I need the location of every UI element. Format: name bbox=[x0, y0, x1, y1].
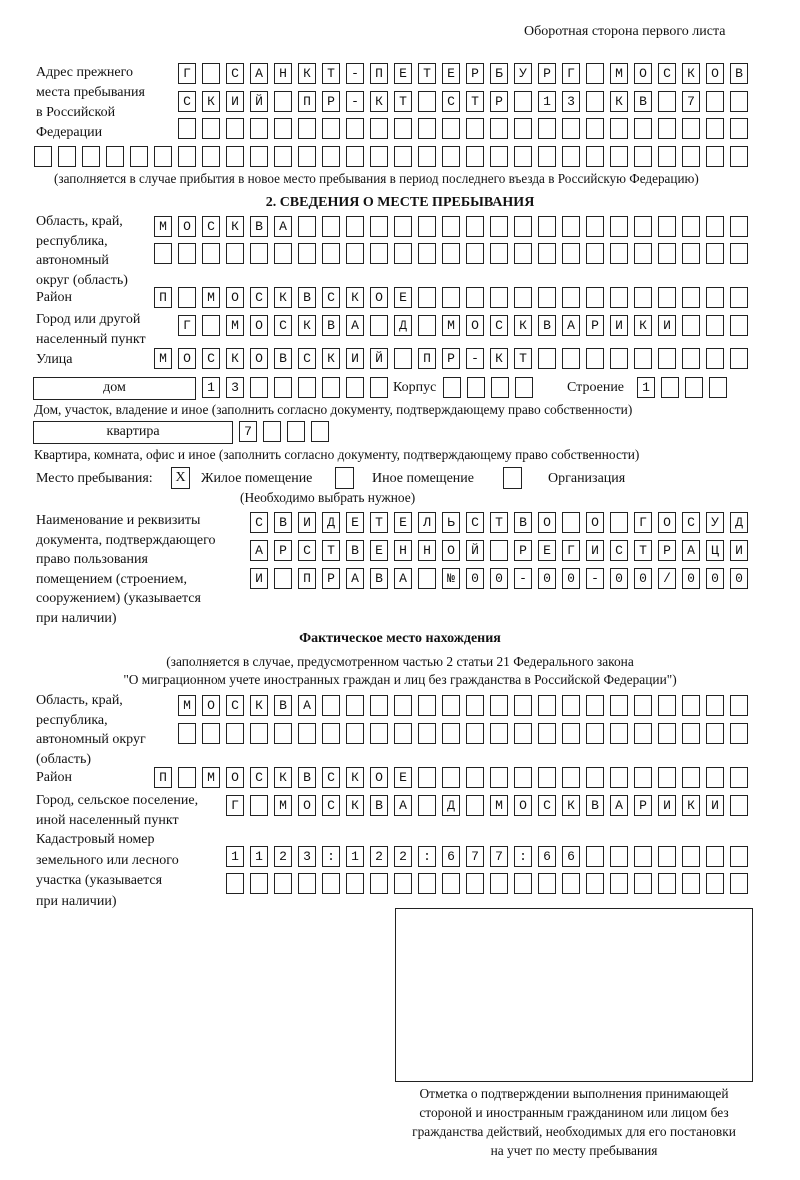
place-label: Место пребывания: bbox=[36, 471, 153, 486]
label-line: автономный округ bbox=[36, 732, 146, 747]
actual-city-label bbox=[36, 791, 198, 830]
label-line: республика, bbox=[36, 233, 108, 249]
label-line: автономный bbox=[36, 253, 109, 268]
note-line: "О миграционном учете иностранных граждан и лиц без гражданства в Российской Федерации") bbox=[123, 672, 677, 687]
label-line: при наличии) bbox=[36, 610, 117, 626]
label-line: сооружением) (указывается bbox=[36, 591, 201, 606]
flat-note: Квартира, комната, офис и иное (заполнить согласно документу, подтверждающему право собственности) bbox=[34, 447, 640, 462]
cell-row-text: СКИЙ ПР-КТ СТР 13 КВ 7 bbox=[183, 94, 760, 109]
cell-row-text: Г МОСКВА Д МОСКВАРИКИ bbox=[183, 318, 760, 333]
label-line: помещением (строением, bbox=[36, 571, 187, 587]
cell-row-text: МОСКОВСКИЙ ПР-КТ bbox=[159, 351, 760, 366]
page-header: Оборотная сторона первого листа bbox=[524, 24, 726, 39]
label-line: места пребывания bbox=[36, 85, 145, 100]
place-other-checkbox[interactable] bbox=[335, 467, 354, 489]
label-line: Наименование и реквизиты bbox=[36, 513, 201, 528]
stamp-caption bbox=[395, 1084, 753, 1160]
house-note: Дом, участок, владение и иное (заполнить согласно документу, подтверждающему право собственности) bbox=[34, 402, 633, 417]
flat-type-field[interactable]: квартира bbox=[33, 421, 233, 444]
caption-line: стороной и иностранным гражданином или лицом без bbox=[419, 1105, 729, 1120]
city-label bbox=[36, 310, 146, 349]
label-line: Адрес прежнего bbox=[36, 65, 133, 80]
cadastre-label bbox=[36, 830, 179, 912]
cell-row-text: П МОСКВСКОЕ bbox=[159, 770, 760, 785]
confirmation-stamp-box bbox=[395, 908, 753, 1082]
cell-row-text bbox=[178, 724, 759, 743]
cell-row-text bbox=[178, 119, 759, 138]
cell-row-text: 13 bbox=[207, 380, 400, 395]
building-label: Строение bbox=[567, 380, 625, 395]
cell-row-text: 7 bbox=[244, 424, 341, 439]
label-line: право пользования bbox=[36, 552, 148, 567]
caption-line: Отметка о подтверждении выполнения принимающей bbox=[419, 1086, 729, 1101]
label-line: иной населенный пункт bbox=[36, 812, 179, 828]
place-residential-checkbox[interactable]: X bbox=[171, 467, 190, 489]
actual-region-label bbox=[36, 691, 146, 769]
section-2-title: 2. СВЕДЕНИЯ О МЕСТЕ ПРЕБЫВАНИЯ bbox=[265, 195, 535, 210]
place-organization-label: Организация bbox=[548, 471, 626, 486]
korpus-label: Корпус bbox=[393, 380, 437, 395]
caption-line: на учет по месту пребывания bbox=[490, 1143, 658, 1158]
label-line: Город или другой bbox=[36, 312, 141, 327]
prev-address-note: (заполняется в случае прибытия в новое место пребывания в период последнего въезда в Российскую Федерацию) bbox=[54, 171, 699, 186]
cell-row-text: АРСТВЕННОЙ РЕГИСТРАЦИ bbox=[255, 543, 760, 558]
prev-address-label bbox=[36, 63, 145, 143]
place-other-label: Иное помещение bbox=[372, 471, 474, 486]
cell-row-text: МОСКВА bbox=[159, 219, 760, 234]
cell-row-text: 1 bbox=[642, 380, 739, 395]
label-line: округ (область) bbox=[36, 272, 128, 288]
cell-row-text bbox=[34, 147, 759, 166]
cell-row-text: 1123:122:677:66 bbox=[231, 849, 760, 864]
label-line: в Российской bbox=[36, 105, 116, 120]
region-label bbox=[36, 212, 128, 290]
document-label bbox=[36, 511, 216, 628]
place-residential-label: Жилое помещение bbox=[201, 471, 313, 486]
district-label: Район bbox=[36, 290, 72, 305]
cell-row-text: СВИДЕТЕЛЬСТВО О ГОСУД bbox=[255, 515, 760, 530]
label-line: Федерации bbox=[36, 125, 103, 140]
note-line: (заполняется в случае, предусмотренном частью 2 статьи 21 Федерального закона bbox=[166, 654, 634, 669]
cell-row-text: П МОСКВСКОЕ bbox=[159, 290, 760, 305]
cell-row-text: Г МОСКВА Д МОСКВАРИКИ bbox=[231, 798, 760, 813]
label-line: Область, край, bbox=[36, 693, 123, 708]
cell-row-text bbox=[443, 378, 544, 397]
label-line: (область) bbox=[36, 751, 92, 767]
label-line: Кадастровый номер bbox=[36, 832, 155, 847]
label-line: при наличии) bbox=[36, 893, 117, 909]
actual-location-note bbox=[0, 653, 800, 689]
cell-row-text bbox=[226, 874, 759, 893]
label-line: участка (указывается bbox=[36, 873, 163, 888]
house-type-field[interactable]: дом bbox=[33, 377, 196, 400]
label-line: Город, сельское поселение, bbox=[36, 793, 199, 808]
label-line: документа, подтверждающего bbox=[36, 532, 216, 548]
label-line: населенный пункт bbox=[36, 331, 146, 347]
label-line: республика, bbox=[36, 712, 108, 728]
label-line: земельного или лесного bbox=[36, 852, 179, 868]
place-organization-checkbox[interactable] bbox=[503, 467, 522, 489]
place-note: (Необходимо выбрать нужное) bbox=[240, 490, 416, 505]
cell-row-text: Г САНКТ-ПЕТЕРБУРГ МОСКОВ bbox=[183, 66, 760, 81]
cell-row-text bbox=[154, 244, 759, 263]
cell-row-text: И ПРАВА №00-00-00/000 bbox=[255, 571, 760, 586]
caption-line: гражданства действий, необходимых для его постановки bbox=[412, 1124, 736, 1139]
label-line: Область, край, bbox=[36, 214, 123, 229]
cell-row-text: МОСКВА bbox=[183, 698, 760, 713]
actual-district-label: Район bbox=[36, 770, 72, 785]
street-label: Улица bbox=[36, 352, 73, 367]
actual-location-title: Фактическое место нахождения bbox=[299, 631, 501, 646]
